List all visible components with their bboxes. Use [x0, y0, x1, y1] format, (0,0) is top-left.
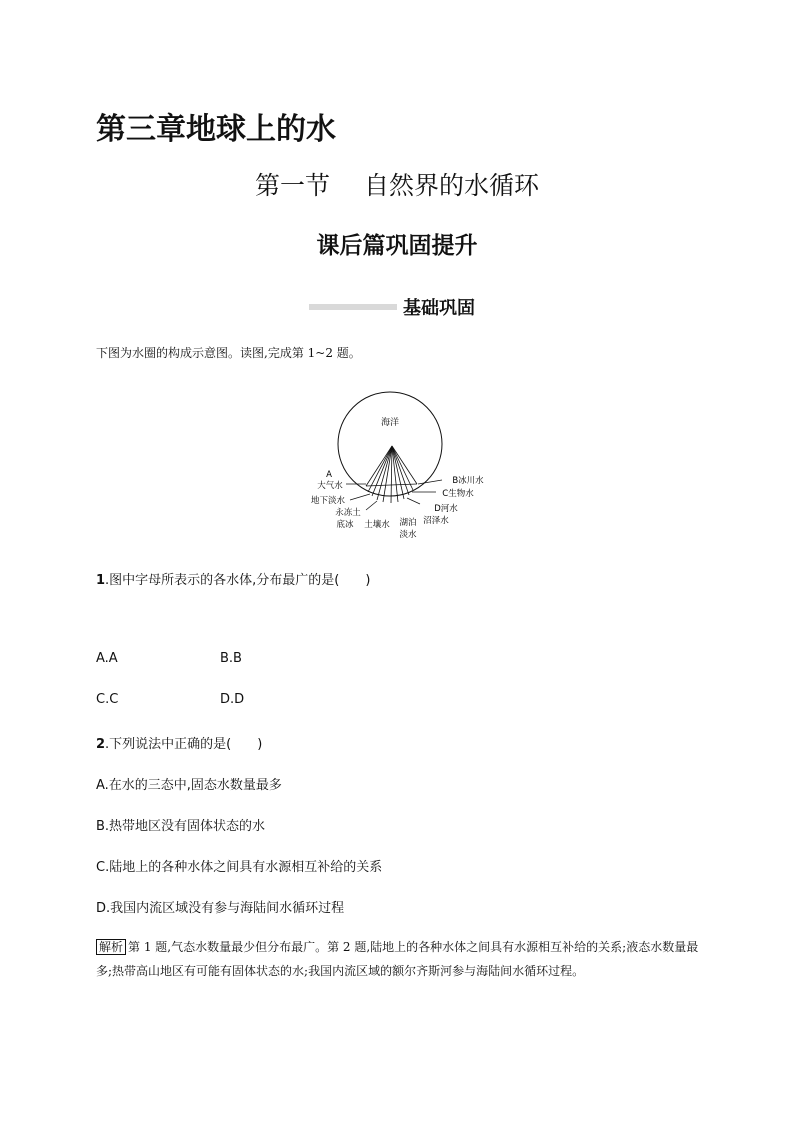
fan-lines: [366, 446, 417, 503]
ocean-label: 海洋: [380, 418, 400, 428]
label-bottom-ice: 底冰: [336, 520, 354, 530]
subtitle: 课后篇巩固提升: [316, 232, 478, 259]
question-2-text: .下列说法中正确的是( ): [105, 737, 263, 752]
label-bio: C生物水: [442, 489, 474, 499]
q1-option-a: A.A: [96, 651, 118, 666]
q2-option-d: D.我国内流区域没有参与海陆间水循环过程: [96, 901, 345, 916]
heading-bar: [309, 304, 397, 310]
analysis-text: 第 1 题,气态水数量最少但分布最广。第 2 题,陆地上的各种水体之间具有水源相互补给的关系;液态水数量最多;热带高山地区有可能有固体状态的水;我国内流区域的额尔齐斯河参与海陆间水循环过程。: [96, 940, 699, 978]
section-name: 自然界的水循环: [364, 171, 540, 200]
q1-option-c: C.C: [96, 692, 119, 707]
question-1-number: 1: [96, 573, 106, 588]
question-1: [96, 569, 370, 588]
label-swamp: 沼泽水: [423, 516, 449, 526]
q1-option-b: B.B: [220, 651, 242, 666]
analysis-tag: 解析: [96, 939, 126, 955]
label-glacier: B冰川水: [452, 476, 484, 486]
chapter-title: 第三章地球上的水: [96, 112, 336, 147]
section-title: [0, 166, 794, 202]
label-lake-2: 淡水: [399, 530, 417, 540]
label-lake-1: 湖泊: [399, 518, 417, 528]
ocean-circle: [338, 392, 442, 496]
question-2-number: 2: [96, 737, 106, 752]
q2-option-a: A.在水的三态中,固态水数量最多: [96, 778, 282, 793]
analysis-block: [96, 935, 706, 983]
leader-lines: [346, 480, 442, 510]
label-atmospheric: 大气水: [317, 481, 343, 491]
label-river: D河水: [434, 504, 458, 514]
q2-option-b: B.热带地区没有固体状态的水: [96, 819, 266, 834]
label-groundwater: 地下淡水: [310, 496, 346, 506]
label-a-letter: A: [326, 470, 332, 480]
q2-option-c: C.陆地上的各种水体之间具有水源相互补给的关系: [96, 860, 383, 875]
q1-option-d: D.D: [220, 692, 245, 707]
hydrosphere-diagram: [300, 384, 500, 554]
intro-text: 下图为水圈的构成示意图。读图,完成第 1~2 题。: [96, 346, 361, 360]
label-permafrost: 永冻土: [335, 508, 361, 518]
label-soil: 土壤水: [364, 520, 390, 530]
basic-heading: [309, 294, 475, 320]
question-2: [96, 733, 262, 752]
basic-label: 基础巩固: [403, 298, 475, 319]
question-1-text: .图中字母所表示的各水体,分布最广的是( ): [105, 573, 371, 588]
section-number: 第一节: [254, 171, 330, 200]
